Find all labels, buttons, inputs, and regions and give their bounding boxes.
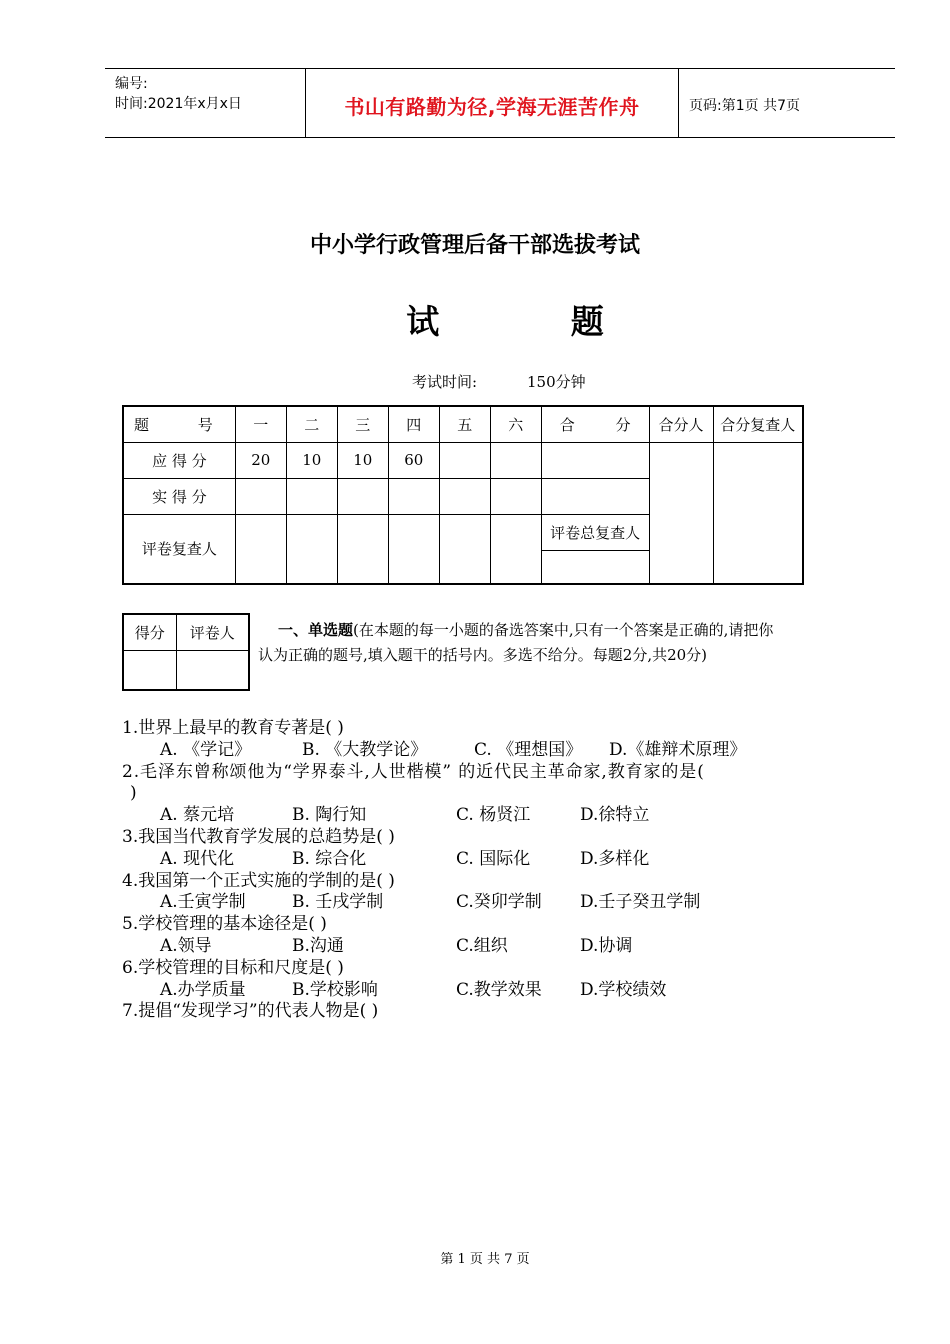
option-c: C.组织 bbox=[456, 935, 508, 956]
label-full-score: 应 得 分 bbox=[123, 442, 235, 478]
question-stem: 5.学校管理的基本途径是( ) bbox=[122, 914, 327, 935]
grader-name-blank bbox=[176, 650, 249, 690]
header-total-reviewer: 合分复查人 bbox=[713, 406, 803, 442]
question-options bbox=[122, 805, 892, 827]
grader-score-blank bbox=[123, 650, 176, 690]
grader-name-label: 评卷人 bbox=[176, 614, 249, 650]
option-d: D.协调 bbox=[580, 935, 633, 956]
serial-label: 编号: bbox=[115, 76, 148, 92]
full-score-q1: 20 bbox=[235, 442, 286, 478]
question-stem: 7.提倡“发现学习”的代表人物是( ) bbox=[122, 1001, 379, 1022]
page-footer: 第 1 页 共 7 页 bbox=[440, 1252, 530, 1267]
actual-score-total bbox=[541, 478, 649, 514]
question-options bbox=[122, 892, 892, 914]
grader-box bbox=[122, 613, 250, 691]
label-reviewer: 评卷复查人 bbox=[123, 514, 235, 584]
score-header-row bbox=[123, 406, 803, 442]
header-q6: 六 bbox=[490, 406, 541, 442]
reviewer-q1 bbox=[235, 514, 286, 584]
total-reviewer-blank bbox=[541, 550, 649, 584]
option-d: D.多样化 bbox=[580, 848, 650, 869]
header-q5: 五 bbox=[439, 406, 490, 442]
header-total: 合 分 bbox=[541, 406, 649, 442]
option-b: B. 陶行知 bbox=[292, 805, 367, 826]
exam-time-label: 考试时间: bbox=[412, 373, 478, 391]
header-q1: 一 bbox=[235, 406, 286, 442]
section-instruction bbox=[258, 618, 774, 667]
grader-score-label: 得分 bbox=[123, 614, 176, 650]
actual-score-q3 bbox=[337, 478, 388, 514]
option-d: D.学校绩效 bbox=[580, 979, 667, 1000]
header-q2: 二 bbox=[286, 406, 337, 442]
question-stem: 6.学校管理的目标和尺度是( ) bbox=[122, 957, 344, 978]
option-b: B. 《大教学论》 bbox=[302, 739, 428, 760]
total-scorer-cell bbox=[649, 442, 713, 584]
option-a: A.壬寅学制 bbox=[160, 892, 246, 913]
full-score-q6 bbox=[490, 442, 541, 478]
question-options bbox=[122, 936, 892, 958]
exam-time-value: 150分钟 bbox=[527, 373, 586, 391]
exam-subtitle: 试 题 bbox=[406, 302, 664, 341]
total-reviewer-cell bbox=[713, 442, 803, 584]
option-b: B.学校影响 bbox=[292, 979, 378, 1000]
option-d: D.徐特立 bbox=[580, 805, 650, 826]
option-a: A. 《学记》 bbox=[160, 739, 252, 760]
option-a: A. 蔡元培 bbox=[160, 805, 235, 826]
option-d: D.壬子癸丑学制 bbox=[580, 892, 701, 913]
option-c: C. 杨贤江 bbox=[456, 805, 531, 826]
page-label: 页码:第1页 共7页 bbox=[689, 98, 800, 114]
question-stem: 4.我国第一个正式实施的学制的是( ) bbox=[122, 870, 395, 891]
section-instruction-text: (在本题的每一小题的备选答案中,只有一个答案是正确的,请把你认为正确的题号,填入题干的括号内。多选不给分。每题2分,共20分) bbox=[258, 621, 774, 664]
option-c: C. 《理想国》 bbox=[474, 739, 583, 760]
question-options bbox=[122, 980, 892, 1002]
question-stem: 3.我国当代教育学发展的总趋势是( ) bbox=[122, 826, 395, 847]
option-c: C.癸卯学制 bbox=[456, 892, 542, 913]
header-page-cell bbox=[679, 69, 895, 137]
header-meta-cell bbox=[105, 69, 306, 137]
time-label: 时间:2021年x月x日 bbox=[115, 96, 242, 112]
option-a: A.办学质量 bbox=[160, 979, 246, 1000]
header-question-no: 题 号 bbox=[123, 406, 235, 442]
exam-title: 中小学行政管理后备干部选拔考试 bbox=[309, 233, 640, 258]
question-stem: 1.世界上最早的教育专著是( ) bbox=[122, 718, 344, 738]
document-header bbox=[105, 68, 895, 138]
reviewer-q2 bbox=[286, 514, 337, 584]
question-stem-continued: ) bbox=[130, 783, 137, 804]
score-table bbox=[122, 405, 804, 585]
actual-score-q5 bbox=[439, 478, 490, 514]
option-c: C. 国际化 bbox=[456, 848, 531, 869]
reviewer-q3 bbox=[337, 514, 388, 584]
label-total-reviewer: 评卷总复查人 bbox=[541, 514, 649, 550]
reviewer-q4 bbox=[388, 514, 439, 584]
actual-score-q2 bbox=[286, 478, 337, 514]
actual-score-q6 bbox=[490, 478, 541, 514]
full-score-q5 bbox=[439, 442, 490, 478]
full-score-total bbox=[541, 442, 649, 478]
option-b: B. 综合化 bbox=[292, 848, 367, 869]
actual-score-q4 bbox=[388, 478, 439, 514]
label-actual-score: 实 得 分 bbox=[123, 478, 235, 514]
header-motto-cell bbox=[306, 69, 679, 137]
option-a: A. 现代化 bbox=[160, 848, 235, 869]
option-b: B. 壬戌学制 bbox=[292, 892, 384, 913]
actual-score-q1 bbox=[235, 478, 286, 514]
motto: 书山有路勤为径,学海无涯苦作舟 bbox=[344, 95, 640, 119]
option-c: C.教学效果 bbox=[456, 979, 542, 1000]
full-score-q3: 10 bbox=[337, 442, 388, 478]
full-score-q2: 10 bbox=[286, 442, 337, 478]
question-stem: 2.毛泽东曾称颂他为“学界泰斗,人世楷模” 的近代民主革命家,教育家的是( bbox=[122, 761, 705, 782]
option-b: B.沟通 bbox=[292, 935, 344, 956]
row-full-score bbox=[123, 442, 803, 478]
full-score-q4: 60 bbox=[388, 442, 439, 478]
reviewer-q6 bbox=[490, 514, 541, 584]
question-options bbox=[122, 849, 892, 871]
option-d: D.《雄辩术原理》 bbox=[609, 739, 747, 760]
reviewer-q5 bbox=[439, 514, 490, 584]
header-total-scorer: 合分人 bbox=[649, 406, 713, 442]
question-list bbox=[122, 718, 892, 1023]
question-options bbox=[122, 740, 892, 762]
header-q4: 四 bbox=[388, 406, 439, 442]
option-a: A.领导 bbox=[160, 935, 212, 956]
section-heading: 一、单选题 bbox=[278, 621, 354, 639]
header-q3: 三 bbox=[337, 406, 388, 442]
